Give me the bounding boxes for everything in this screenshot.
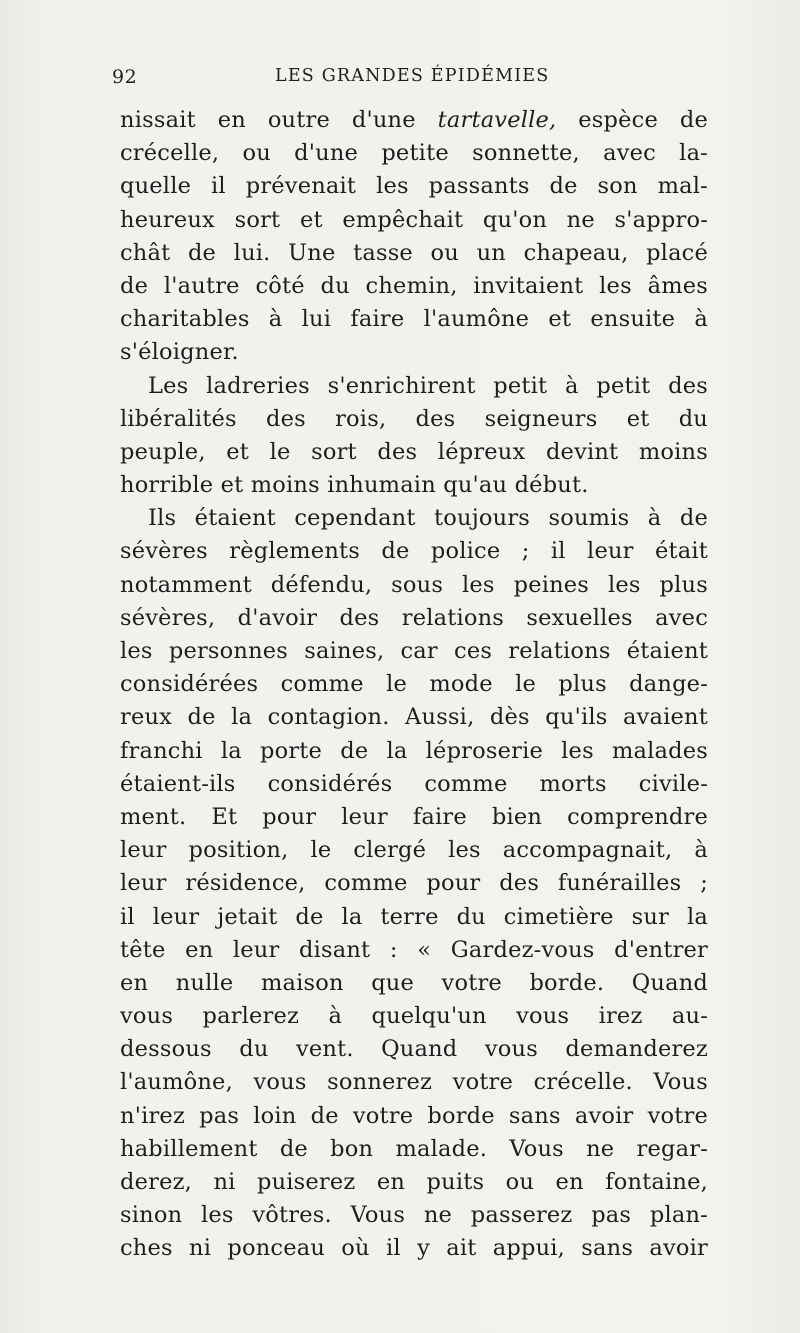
text-line: reux de la contagion. Aussi, dès qu'ils avaient <box>120 704 708 731</box>
text-line: dessous du vent. Quand vous demanderez <box>120 1036 708 1063</box>
text-line: Les ladreries s'enrichirent petit à petit des <box>148 372 708 399</box>
text-line: sévères, d'avoir des relations sexuelles avec <box>120 604 708 631</box>
text-line: considérées comme le mode le plus dange- <box>120 671 708 698</box>
text-line: quelle il prévenait les passants de son mal- <box>120 173 708 200</box>
running-title: LES GRANDES ÉPIDÉMIES <box>275 66 550 86</box>
italic-term: tartavelle, <box>437 107 557 133</box>
text-line: s'éloigner. <box>120 339 239 366</box>
text-line: étaient-ils considérés comme morts civile- <box>120 770 708 797</box>
text-line: habillement de bon malade. Vous ne regar- <box>120 1135 708 1162</box>
text-line: Ils étaient cependant toujours soumis à de <box>148 505 708 532</box>
text-line: l'aumône, vous sonnerez votre crécelle. Vous <box>120 1069 708 1096</box>
text-line: sinon les vôtres. Vous ne passerez pas plan- <box>120 1202 708 1229</box>
body-text <box>120 104 708 1266</box>
text-line: libéralités des rois, des seigneurs et du <box>120 405 708 432</box>
text-line: sévères règlements de police ; il leur était <box>120 538 708 565</box>
text-line: tête en leur disant : « Gardez-vous d'entrer <box>120 936 708 963</box>
text-line: ches ni ponceau où il y ait appui, sans avoir <box>120 1235 708 1262</box>
text-line: ment. Et pour leur faire bien comprendre <box>120 803 708 830</box>
text-line: il leur jetait de la terre du cimetière sur la <box>120 903 708 930</box>
text-line: horrible et moins inhumain qu'au début. <box>120 472 589 499</box>
text-line: franchi la porte de la léproserie les malades <box>120 737 708 764</box>
text-line: derez, ni puiserez en puits ou en fontaine, <box>120 1169 708 1195</box>
text-segment: espèce de <box>556 107 708 133</box>
text-line: de l'autre côté du chemin, invitaient les âmes <box>120 272 708 299</box>
text-line: les personnes saines, car ces relations étaient <box>120 638 708 664</box>
text-line: chât de lui. Une tasse ou un chapeau, placé <box>120 239 708 266</box>
text-line: crécelle, ou d'une petite sonnette, avec la- <box>120 140 708 167</box>
text-line: n'irez pas loin de votre borde sans avoir votre <box>120 1102 708 1129</box>
page-header <box>112 66 712 96</box>
text-line: notamment défendu, sous les peines les plus <box>120 571 708 598</box>
text-line: en nulle maison que votre borde. Quand <box>120 969 708 996</box>
text-line: leur résidence, comme pour des funérailles ; <box>120 870 708 897</box>
text-line: peuple, et le sort des lépreux devint moins <box>120 438 708 465</box>
text-line <box>120 104 708 137</box>
text-segment: nissait en outre d'une <box>120 107 438 133</box>
text-line: vous parlerez à quelqu'un vous irez au- <box>120 1003 708 1030</box>
text-line: charitables à lui faire l'aumône et ensuite à <box>120 306 708 333</box>
page-number: 92 <box>112 66 138 88</box>
text-line: heureux sort et empêchait qu'on ne s'appro- <box>120 206 708 233</box>
text-line: leur position, le clergé les accompagnait, à <box>120 837 708 864</box>
